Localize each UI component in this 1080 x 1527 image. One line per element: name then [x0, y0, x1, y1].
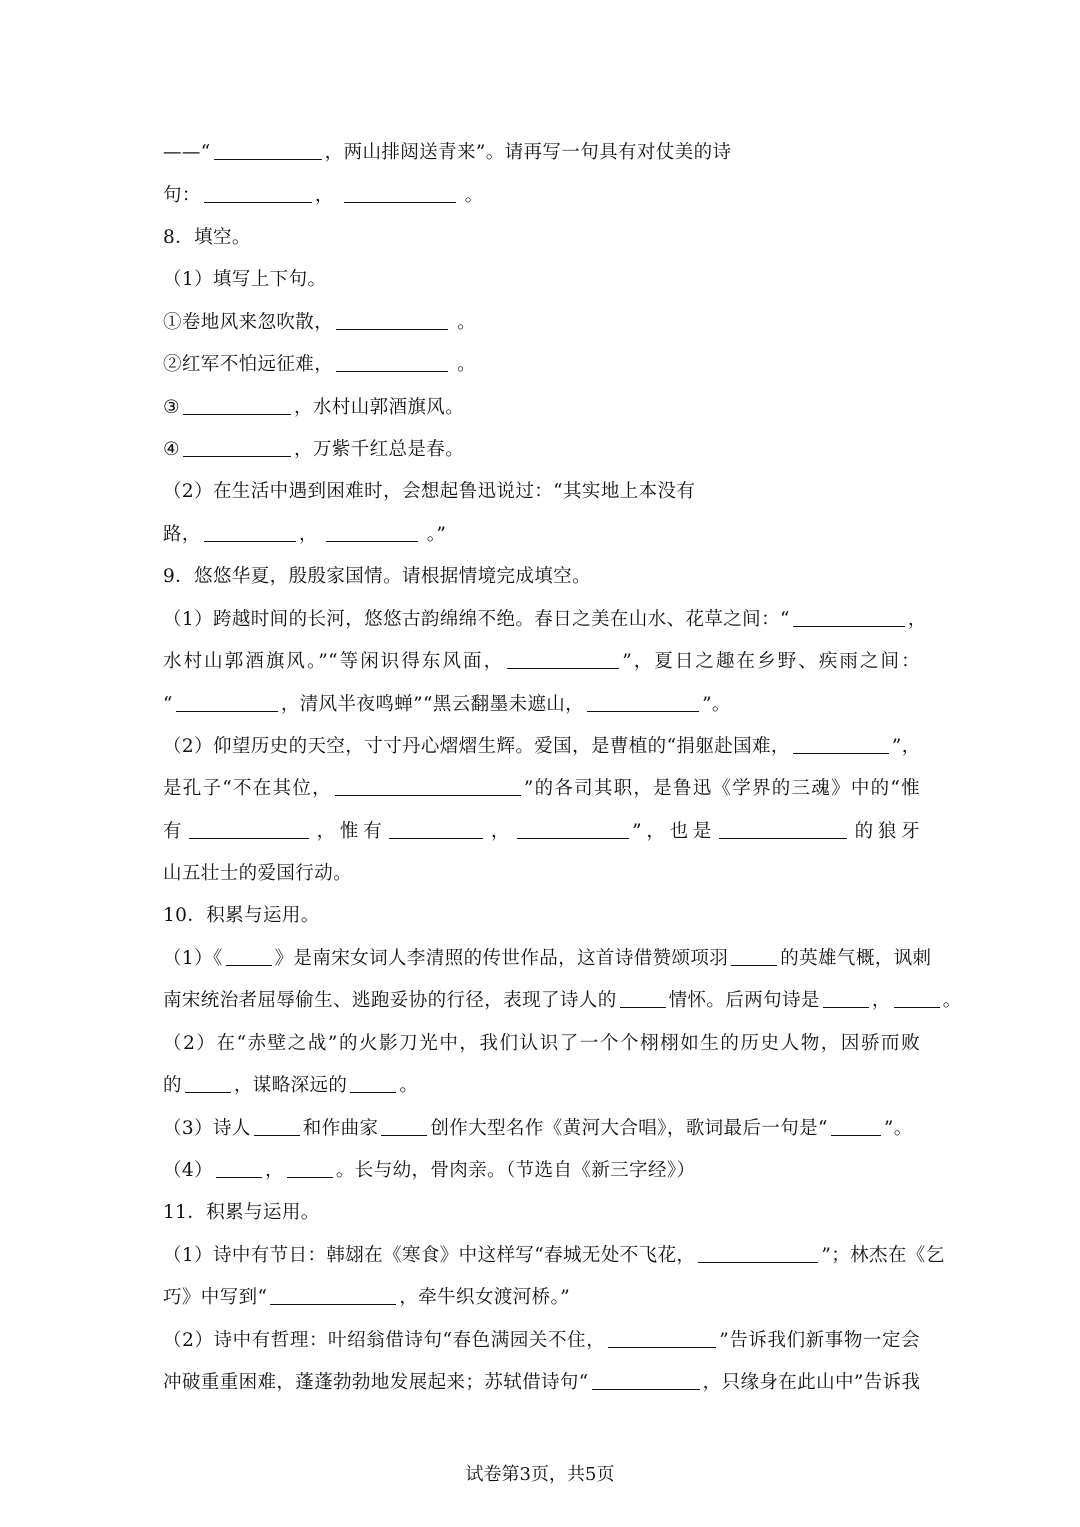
- text: ”，夏日之趣在乡野、疾雨之间：: [622, 651, 920, 672]
- answer-blank[interactable]: [350, 1074, 396, 1093]
- text: （4）: [163, 1160, 213, 1181]
- text: ，惟有: [312, 821, 387, 842]
- text: ，只缘身在此山中”告诉我: [702, 1372, 921, 1393]
- text-line: [163, 183, 920, 209]
- text: ”的各司其职，是鲁迅《学界的三魂》中的“惟: [523, 778, 920, 799]
- text-line: [163, 649, 920, 675]
- answer-blank[interactable]: [336, 353, 448, 372]
- text: 8．填空。: [163, 227, 251, 248]
- text: 》是南宋女词人李清照的传世作品，这首诗借赞颂项羽: [274, 948, 729, 969]
- answer-blank[interactable]: [831, 1117, 881, 1136]
- text: ④: [163, 439, 180, 460]
- answer-blank[interactable]: [608, 1329, 716, 1348]
- text: 情怀。后两句诗是: [668, 990, 820, 1011]
- question-heading: [163, 225, 920, 251]
- text-line: [163, 776, 920, 802]
- question-heading: [163, 903, 920, 929]
- text-line: [163, 479, 920, 505]
- text-line: [163, 140, 920, 166]
- text: ，: [264, 1160, 284, 1181]
- text: 。: [399, 1075, 419, 1096]
- answer-blank[interactable]: [226, 947, 272, 966]
- page-footer: 试卷第3页，共5页: [465, 1464, 615, 1485]
- answer-blank[interactable]: [183, 396, 291, 415]
- answer-blank[interactable]: [336, 311, 448, 330]
- text-line: [163, 1243, 945, 1269]
- answer-blank[interactable]: [731, 947, 777, 966]
- text-line: [163, 395, 920, 421]
- text: ，: [907, 609, 927, 630]
- text: （1）跨越时间的长河，悠悠古韵绵绵不绝。春日之美在山水、花草之间：“: [163, 609, 790, 630]
- text: 和作曲家: [302, 1118, 379, 1139]
- text: ，: [871, 990, 891, 1011]
- text: ，万紫千红总是春。: [294, 439, 465, 460]
- question-heading: [163, 564, 920, 590]
- text: 是孔子“不在其位，: [163, 778, 332, 799]
- text: 山五壮士的爱国行动。: [163, 863, 353, 884]
- text: ，两山排闼送青来”。请再写一句具有对仗美的诗: [324, 142, 732, 163]
- text: ，水村山郭酒旗风。: [294, 397, 465, 418]
- text-line: [163, 988, 962, 1014]
- text-line: [163, 734, 920, 760]
- text: ，: [486, 821, 515, 842]
- text: （1）《: [163, 948, 223, 969]
- answer-blank[interactable]: [326, 523, 418, 542]
- text: ③: [163, 397, 180, 418]
- text: ”；林杰在《乞: [821, 1245, 945, 1266]
- text: ①卷地风来忽吹散，: [163, 312, 334, 333]
- text-line: [163, 352, 920, 378]
- answer-blank[interactable]: [270, 1286, 396, 1305]
- text: （2）诗中有哲理：叶绍翁借诗句“春色满园关不住，: [163, 1330, 606, 1351]
- answer-blank[interactable]: [204, 184, 312, 203]
- text: ，牵牛织女渡河桥。”: [399, 1287, 571, 1308]
- text: 10．积累与运用。: [163, 905, 320, 926]
- text-line: [163, 1370, 920, 1396]
- text: 的狼牙: [850, 821, 921, 842]
- answer-blank[interactable]: [335, 777, 521, 796]
- answer-blank[interactable]: [389, 820, 483, 839]
- answer-blank[interactable]: [381, 1117, 427, 1136]
- answer-blank[interactable]: [793, 735, 889, 754]
- text: （3）诗人: [163, 1118, 251, 1139]
- text: ”，也是: [632, 821, 717, 842]
- text-line: [163, 607, 927, 633]
- text: 南宋统治者屈辱偷生、逃跑妥协的行径，表现了诗人的: [163, 990, 617, 1011]
- answer-blank[interactable]: [793, 608, 905, 627]
- answer-blank[interactable]: [587, 693, 699, 712]
- answer-blank[interactable]: [517, 820, 629, 839]
- text: “: [163, 694, 173, 715]
- text: ”，: [891, 736, 921, 757]
- text: 11．积累与运用。: [163, 1202, 320, 1223]
- answer-blank[interactable]: [204, 523, 296, 542]
- text-line: [163, 1158, 920, 1184]
- text: ”。: [702, 694, 731, 715]
- text: ”告诉我们新事物一定会: [719, 1330, 920, 1351]
- text: 。: [942, 990, 962, 1011]
- text: 。: [457, 354, 477, 375]
- answer-blank[interactable]: [185, 1074, 231, 1093]
- text: （2）在生活中遇到困难时，会想起鲁迅说过：“其实地上本没有: [163, 481, 696, 502]
- text: （1）填写上下句。: [163, 269, 327, 290]
- text-line: [163, 267, 920, 293]
- answer-blank[interactable]: [620, 989, 666, 1008]
- answer-blank[interactable]: [507, 650, 619, 669]
- text: 。长与幼，骨肉亲。（节选自《新三字经》）: [335, 1160, 696, 1181]
- answer-blank[interactable]: [894, 989, 940, 1008]
- answer-blank[interactable]: [698, 1244, 818, 1263]
- answer-blank[interactable]: [183, 438, 291, 457]
- text-line: [163, 861, 920, 887]
- text-line: [163, 946, 932, 972]
- text: 的英雄气概，讽刺: [780, 948, 932, 969]
- text: 创作大型名作《黄河大合唱》，歌词最后一句是“: [430, 1118, 828, 1139]
- text-line: [163, 819, 920, 845]
- answer-blank[interactable]: [287, 1159, 333, 1178]
- text-line: [163, 692, 920, 718]
- text: ②红军不怕远征难，: [163, 354, 334, 375]
- text: 水村山郭酒旗风。”“等闲识得东风面，: [163, 651, 505, 672]
- text: 的: [163, 1075, 182, 1096]
- text: 。: [457, 312, 477, 333]
- text: ，清风半夜鸣蝉”“黑云翻墨未遮山，: [280, 694, 585, 715]
- text: （2）在“赤壁之战”的火影刀光中，我们认识了一个个栩栩如生的历史人物，因骄而败: [163, 1033, 920, 1054]
- answer-blank[interactable]: [176, 693, 278, 712]
- text: 巧》中写到“: [163, 1287, 268, 1308]
- text-line: [163, 310, 920, 336]
- text-line: [163, 522, 920, 548]
- text: 。: [464, 185, 484, 206]
- text: 路，: [163, 524, 201, 545]
- text-line: [163, 1116, 920, 1142]
- text: ，谋略深远的: [233, 1075, 348, 1096]
- text-line: [163, 1285, 920, 1311]
- text-line: [163, 1328, 920, 1354]
- answer-blank[interactable]: [189, 820, 309, 839]
- answer-blank[interactable]: [344, 184, 456, 203]
- answer-blank[interactable]: [719, 820, 847, 839]
- text: （1）诗中有节日：韩翃在《寒食》中这样写“春城无处不飞花，: [163, 1245, 696, 1266]
- text: （2）仰望历史的天空，寸寸丹心熠熠生辉。爱国，是曹植的“捐躯赴国难，: [163, 736, 790, 757]
- text: 有: [163, 821, 187, 842]
- answer-blank[interactable]: [214, 141, 322, 160]
- text-line: [163, 1031, 920, 1057]
- answer-blank[interactable]: [216, 1159, 262, 1178]
- text: ，: [298, 524, 318, 545]
- text: 句：: [163, 185, 201, 206]
- text: 。”: [426, 524, 447, 545]
- text: ——“: [163, 142, 211, 163]
- answer-blank[interactable]: [823, 989, 869, 1008]
- text: ”。: [883, 1118, 913, 1139]
- question-heading: [163, 1200, 920, 1226]
- answer-blank[interactable]: [592, 1371, 700, 1390]
- text: ，: [314, 185, 334, 206]
- answer-blank[interactable]: [254, 1117, 300, 1136]
- text: 9．悠悠华夏，殷殷家国情。请根据情境完成填空。: [163, 566, 591, 587]
- text-line: [163, 1073, 920, 1099]
- text: 冲破重重困难，蓬蓬勃勃地发展起来；苏轼借诗句“: [163, 1372, 589, 1393]
- text-line: [163, 437, 920, 463]
